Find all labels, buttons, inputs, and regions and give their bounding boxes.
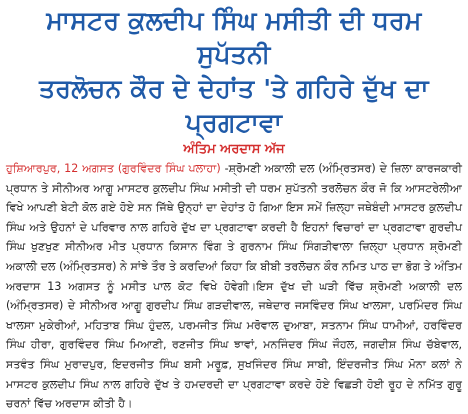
subheading: ਅੰਤਿਮ ਅਰਦਾਸ ਅੱਜ xyxy=(183,142,285,157)
dateline: ਹੁਸ਼ਿਆਰਪੁਰ, 12 ਅਗਸਤ (ਗੁਰਵਿੰਦਰ ਸਿੰਘ ਪਲਾਹਾ) xyxy=(6,162,221,175)
article-body xyxy=(6,159,462,414)
headline-line-2: ਤਰਲੋਚਨ ਕੌਰ ਦੇ ਦੇਹਾਂਤ 'ਤੇ ਗਹਿਰੇ ਦੁੱਖ ਦਾ ਪ੍ਰਗਟਾਵਾ xyxy=(39,74,429,137)
headline-line-1: ਮਾਸਟਰ ਕੁਲਦੀਪ ਸਿੰਘ ਮਸੀਤੀ ਦੀ ਧਰਮ ਸੁਪੱਤਨੀ xyxy=(46,6,422,69)
headline xyxy=(0,0,468,140)
article-body-text: -ਸ਼੍ਰੋਮਣੀ ਅਕਾਲੀ ਦਲ (ਅੰਮ੍ਰਿਤਸਰ) ਦੇ ਜ਼ਿਲਾ ਕਾਰਜਕਾਰੀ ਪ੍ਰਧਾਨ ਤੇ ਸੀਨੀਅਰ ਆਗੂ ਮਾਸਟਰ ਕੁਲਦੀਪ ਸਿੰਘ ਮਸੀਤੀ ਦੀ ਧਰਮ ਸੁਪੱਤਨੀ ਤਰਲੋਚਨ ਕੌਰ ਜੋ ਕਿ ਆਸਟਰੇਲੀਆ ਵਿਖੇ ਆਪਣੀ ਬੇਟੀ ਕੋਲ ਗਏ ਹੋਏ ਸਨ ਜਿੱਥੇ ਉਨ੍ਹਾਂ ਦਾ ਦੇਹਾਂਤ ਹੋ ਗਿਆ ਇਸ ਸਮੇਂ ਜ਼ਿਲ੍ਹਾ ਜਥੇਬੰਦੀ ਮਾਸਟਰ ਕੁਲਦੀਪ ਸਿੰਘ ਅਤੇ ਉਹਨਾਂ ਦੇ ਪਰਿਵਾਰ ਨਾਲ ਗਹਿਰੇ ਦੁੱਖ ਦਾ ਪ੍ਰਗਟਾਵਾ ਕਰਦੀ ਹੈ ਇਹਨਾਂ ਵਿਚਾਰਾਂ ਦਾ ਪ੍ਰਗਟਾਵਾ ਗੁਰਦੀਪ ਸਿੰਘ ਖੁਣਖੁਣ ਸੀਨੀਅਰ ਮੀਤ ਪ੍ਰਧਾਨ ਕਿਸਾਨ ਵਿੰਗ ਤੇ ਗੁਰਨਾਮ ਸਿੰਘ ਸਿੰਗੜੀਵਾਲਾ ਜ਼ਿਲ੍ਹਾ ਪ੍ਰਧਾਨ ਸ਼੍ਰੋਮਣੀ ਅਕਾਲੀ ਦਲ (ਅੰਮ੍ਰਿਤਸਰ) ਨੇ ਸਾਂਝੇ ਤੌਰ ਤੇ ਕਰਦਿਆਂ ਕਿਹਾ ਕਿ ਬੀਬੀ ਤਰਲੋਚਨ ਕੌਰ ਨਮਿਤ ਪਾਠ ਦਾ ਭੋਗ ਤੇ ਅੰਤਿਮ ਅਰਦਾਸ 13 ਅਗਸਤ ਨੂੰ ਮਸੀਤ ਪਾਲ ਕੋਟ ਵਿਖੇ ਹੋਵੇਗੀ।ਇਸ ਦੁੱਖ ਦੀ ਘੜੀ ਵਿੱਚ ਸ਼੍ਰੋਮਣੀ ਅਕਾਲੀ ਦਲ (ਅੰਮ੍ਰਿਤਸਰ) ਦੇ ਸੀਨੀਅਰ ਆਗੂ ਗੁਰਦੀਪ ਸਿੰਘ ਗੜਦੀਵਾਲ, ਜਥੇਦਾਰ ਜਸਵਿੰਦਰ ਸਿੰਘ ਖਾਲਸਾ, ਪਰਮਿੰਦਰ ਸਿੰਘ ਖਾਲਸਾ ਮੁਕੇਰੀਆਂ, ਮਹਿਤਾਬ ਸਿੰਘ ਹੁੰਦਲ, ਪਰਮਜੀਤ ਸਿੰਘ ਮਰੋਵਾਲ ਦੁਆਬਾ, ਸਤਨਾਮ ਸਿੰਘ ਧਾਮੀਆਂ, ਹਰਵਿੰਦਰ ਸਿੰਘ ਹੀਰਾ, ਗੁਰਵਿੰਦਰ ਸਿੰਘ ਮਿਆਣੀ, ਰਣਜੀਤ ਸਿੰਘ ਝਾਵਾਂ, ਮਨਜਿੰਦਰ ਸਿੰਘ ਜੌਹਲ, ਜਗਦੀਸ਼ ਸਿੰਘ ਚੱਬੇਵਾਲ, ਸਤਵੰਤ ਸਿੰਘ ਮੁਰਾਦਪੁਰ, ਇਦਰਜੀਤ ਸਿੰਘ ਬਸੀ ਮਰੂਫ਼, ਸੁਖਜਿੰਦਰ ਸਿੰਘ ਸਾਬੀ, ਇੰਦਰਜੀਤ ਸਿੰਘ ਮੋਨਾ ਕਲਾਂ ਨੇ ਮਾਸਟਰ ਕੁਲਦੀਪ ਸਿੰਘ ਨਾਲ ਗਹਿਰੇ ਦੁੱਖ ਤੇ ਹਮਦਰਦੀ ਦਾ ਪ੍ਰਗਟਾਵਾ ਕਰਦੇ ਹੋਏ ਵਿਛੜੀ ਹੋਈ ਰੂਹ ਦੇ ਨਮਿੱਤ ਗੁਰੂ ਚਰਨਾਂ ਵਿੱਚ ਅਰਦਾਸ ਕੀਤੀ ਹੈ। xyxy=(6,162,463,411)
